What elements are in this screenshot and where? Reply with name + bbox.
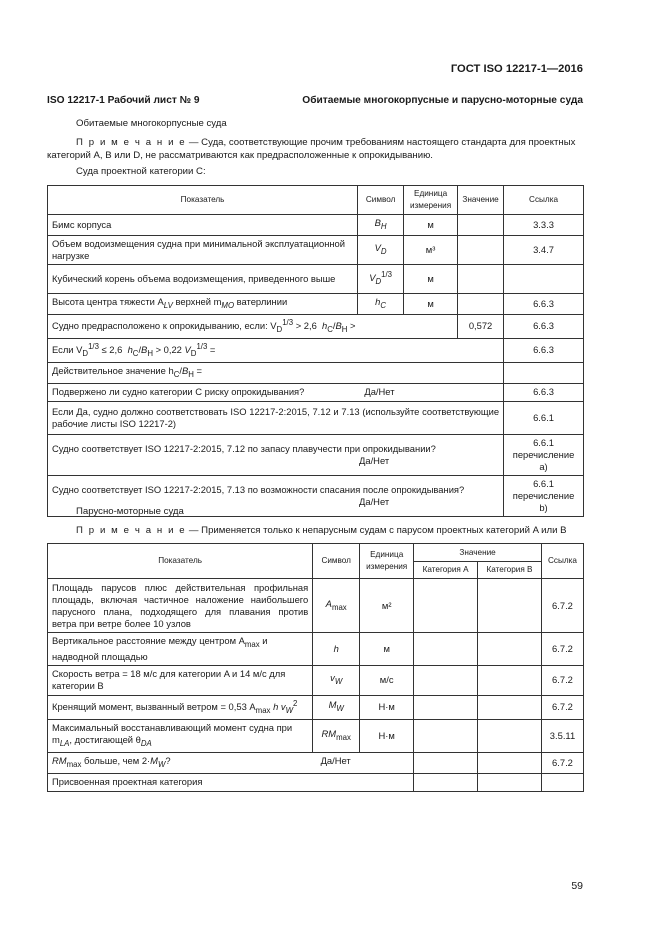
row-ref: 6.6.3 <box>504 293 584 314</box>
row-label: Скорость ветра = 18 м/с для категории A и 14 м/с для категории B <box>48 665 313 695</box>
row-symbol: $V_D^{1/3}$ <box>358 264 404 293</box>
row-ref <box>541 773 583 791</box>
row-unit: м <box>360 633 414 666</box>
row-symbol: $A_{max}$ <box>313 579 360 633</box>
calc-value: 0,572 <box>458 314 504 338</box>
row-value[interactable] <box>458 293 504 314</box>
row-symbol: $B_H$ <box>358 215 404 236</box>
row-unit: Н·м <box>360 695 414 719</box>
calc-label: Судно предрасположено к опрокидыванию, если: $V_D^{1/3} > 2,6$ $h_C/B_H$ > <box>48 314 458 338</box>
calc-ref: 6.6.3 <box>504 314 584 338</box>
calc-ref: 6.6.3 <box>504 338 584 362</box>
cat-b-value[interactable] <box>478 633 542 666</box>
page-number: 59 <box>571 880 583 892</box>
row-symbol: $M_W$ <box>313 695 360 719</box>
table-row <box>48 235 584 264</box>
header-cat-b: Категория B <box>478 562 542 579</box>
row-label: Высота центра тяжести $A_{LV}$ верхней $m_{MO}$ ватерлинии <box>48 293 358 314</box>
calc-ref: 6.6.1 перечисление b) <box>504 475 584 516</box>
calc-label: Судно соответствует ISO 12217-2:2015, 7.13 по возможности спасания после опрокидывания? Да/Нет <box>48 475 504 516</box>
yes-no[interactable]: Да/Нет <box>364 386 395 398</box>
calc-ref: 6.6.1 <box>504 401 584 434</box>
cat-b-value[interactable] <box>478 665 542 695</box>
header-symbol: Символ <box>313 544 360 579</box>
category-line: Суда проектной категории C: <box>76 166 206 177</box>
calc-ref: 6.6.3 <box>504 383 584 401</box>
header-unit: Единица измерения <box>360 544 414 579</box>
note-text: — Применяется только к непарусным судам с парусом проектных категорий A или B <box>186 525 567 536</box>
note-text: — Суда, соответствующие прочим требованиям настоящего стандарта для проектных категорий A, B или D, не рассматриваются как предрасположенные к опрокидыванию. <box>47 137 576 161</box>
table-row <box>48 633 584 666</box>
row-unit: м³ <box>404 235 458 264</box>
note-label: П р и м е ч а н и е <box>76 137 187 148</box>
yes-no[interactable]: Да/Нет <box>320 754 351 766</box>
section1-note <box>47 136 583 162</box>
row-label: Бимс корпуса <box>48 215 358 236</box>
cat-b-value[interactable] <box>478 719 542 752</box>
row-ref <box>504 264 584 293</box>
header-cat-a: Категория A <box>414 562 478 579</box>
row-ref: 6.7.2 <box>541 633 583 666</box>
header-indicator: Показатель <box>48 186 358 215</box>
cat-a-value[interactable] <box>414 633 478 666</box>
table-row <box>48 314 584 338</box>
row-unit: м <box>404 264 458 293</box>
cat-b-value[interactable] <box>478 579 542 633</box>
row-value[interactable] <box>458 215 504 236</box>
row-value[interactable] <box>458 264 504 293</box>
header-value: Значение <box>458 186 504 215</box>
row-label: Максимальный восстанавливающий момент судна при $m_{LA}$, достигающей $\theta_{DA}$ <box>48 719 313 752</box>
table-row <box>48 752 584 773</box>
header-symbol: Символ <box>358 186 404 215</box>
row-label: $RM_{max}$ больше, чем $2\cdot M_W$? Да/Нет <box>48 752 414 773</box>
row-symbol: h <box>313 633 360 666</box>
sheet-subject: Обитаемые многокорпусные и парусно-моторные суда <box>302 95 583 106</box>
header-ref: Ссылка <box>541 544 583 579</box>
table-row <box>48 719 584 752</box>
table-row <box>48 215 584 236</box>
table-row <box>48 401 584 434</box>
section1-title: Обитаемые многокорпусные суда <box>76 118 227 129</box>
row-unit: Н·м <box>360 719 414 752</box>
cat-a-value[interactable] <box>414 752 478 773</box>
table-row <box>48 773 584 791</box>
table-row <box>48 362 584 383</box>
row-ref: 6.7.2 <box>541 752 583 773</box>
cat-a-value[interactable] <box>414 579 478 633</box>
cat-a-value[interactable] <box>414 719 478 752</box>
row-unit: м/с <box>360 665 414 695</box>
row-label: Кренящий момент, вызванный ветром = 0,53 $A_{max}$ h $v_W^2$ <box>48 695 313 719</box>
table-row <box>48 579 584 633</box>
row-ref: 6.7.2 <box>541 695 583 719</box>
row-symbol: $v_W$ <box>313 665 360 695</box>
row-value[interactable] <box>458 235 504 264</box>
row-unit: м <box>404 215 458 236</box>
calc-label: Подвержено ли судно категории C риску опрокидывания? Да/Нет <box>48 383 504 401</box>
row-ref: 3.3.3 <box>504 215 584 236</box>
row-label: Вертикальное расстояние между центром $A_{max}$ и надводной площадью <box>48 633 313 666</box>
cat-a-value[interactable] <box>414 665 478 695</box>
section2-note <box>76 524 567 537</box>
row-unit: м <box>404 293 458 314</box>
table-row <box>48 695 584 719</box>
table-row <box>48 383 584 401</box>
calc-label: Судно соответствует ISO 12217-2:2015, 7.12 по запасу плавучести при опрокидывании? Да/Нет <box>48 434 504 475</box>
cat-b-value[interactable] <box>478 773 542 791</box>
calc-label: Если Да, судно должно соответствовать ISO 12217-2:2015, 7.12 и 7.13 (используйте соответствующие рабочие листы ISO 12217-2) <box>48 401 504 434</box>
doc-code: ГОСТ ISO 12217-1—2016 <box>450 63 583 75</box>
row-unit: м² <box>360 579 414 633</box>
calc-ref <box>504 362 584 383</box>
table-row <box>48 264 584 293</box>
table-row <box>48 293 584 314</box>
calc-label: Действительное значение $h_C/B_H$ = <box>48 362 504 383</box>
calc-ref: 6.6.1 перечисление а) <box>504 434 584 475</box>
row-symbol: $h_C$ <box>358 293 404 314</box>
row-label: Кубический корень объема водоизмещения, приведенного выше <box>48 264 358 293</box>
cat-b-value[interactable] <box>478 752 542 773</box>
calc-label: Если $V_D^{1/3} \le 2,6$ $h_C/B_H > 0,22$ $V_D^{1/3}$ = <box>48 338 504 362</box>
row-label: Объем водоизмещения судна при минимальной эксплуатационной нагрузке <box>48 235 358 264</box>
note-label: П р и м е ч а н и е <box>76 525 187 536</box>
table-row <box>48 665 584 695</box>
section2-title: Парусно-моторные суда <box>76 506 184 517</box>
row-label: Присвоенная проектная категория <box>48 773 414 791</box>
table-row <box>48 434 584 475</box>
sail-motor-table <box>47 543 584 792</box>
header-value: Значение <box>414 544 542 562</box>
row-ref: 3.5.11 <box>541 719 583 752</box>
header-indicator: Показатель <box>48 544 313 579</box>
yes-no[interactable]: Да/Нет <box>359 454 390 466</box>
cat-b-value[interactable] <box>478 695 542 719</box>
row-ref: 6.7.2 <box>541 579 583 633</box>
row-label: Площадь парусов плюс действительная профильная площадь, включая частичное наложение наибольшего парусного плана, подходящего для плавания против ветра при ветре более 10 узлов <box>48 579 313 633</box>
row-ref: 6.7.2 <box>541 665 583 695</box>
row-symbol: $V_D$ <box>358 235 404 264</box>
cat-a-value[interactable] <box>414 773 478 791</box>
row-ref: 3.4.7 <box>504 235 584 264</box>
header-ref: Ссылка <box>504 186 584 215</box>
row-symbol: $RM_{max}$ <box>313 719 360 752</box>
header-unit: Единица измерения <box>404 186 458 215</box>
multihull-table <box>47 185 584 517</box>
yes-no[interactable]: Да/Нет <box>359 495 390 507</box>
table-row <box>48 338 584 362</box>
sheet-title: ISO 12217-1 Рабочий лист № 9 <box>47 95 200 106</box>
cat-a-value[interactable] <box>414 695 478 719</box>
